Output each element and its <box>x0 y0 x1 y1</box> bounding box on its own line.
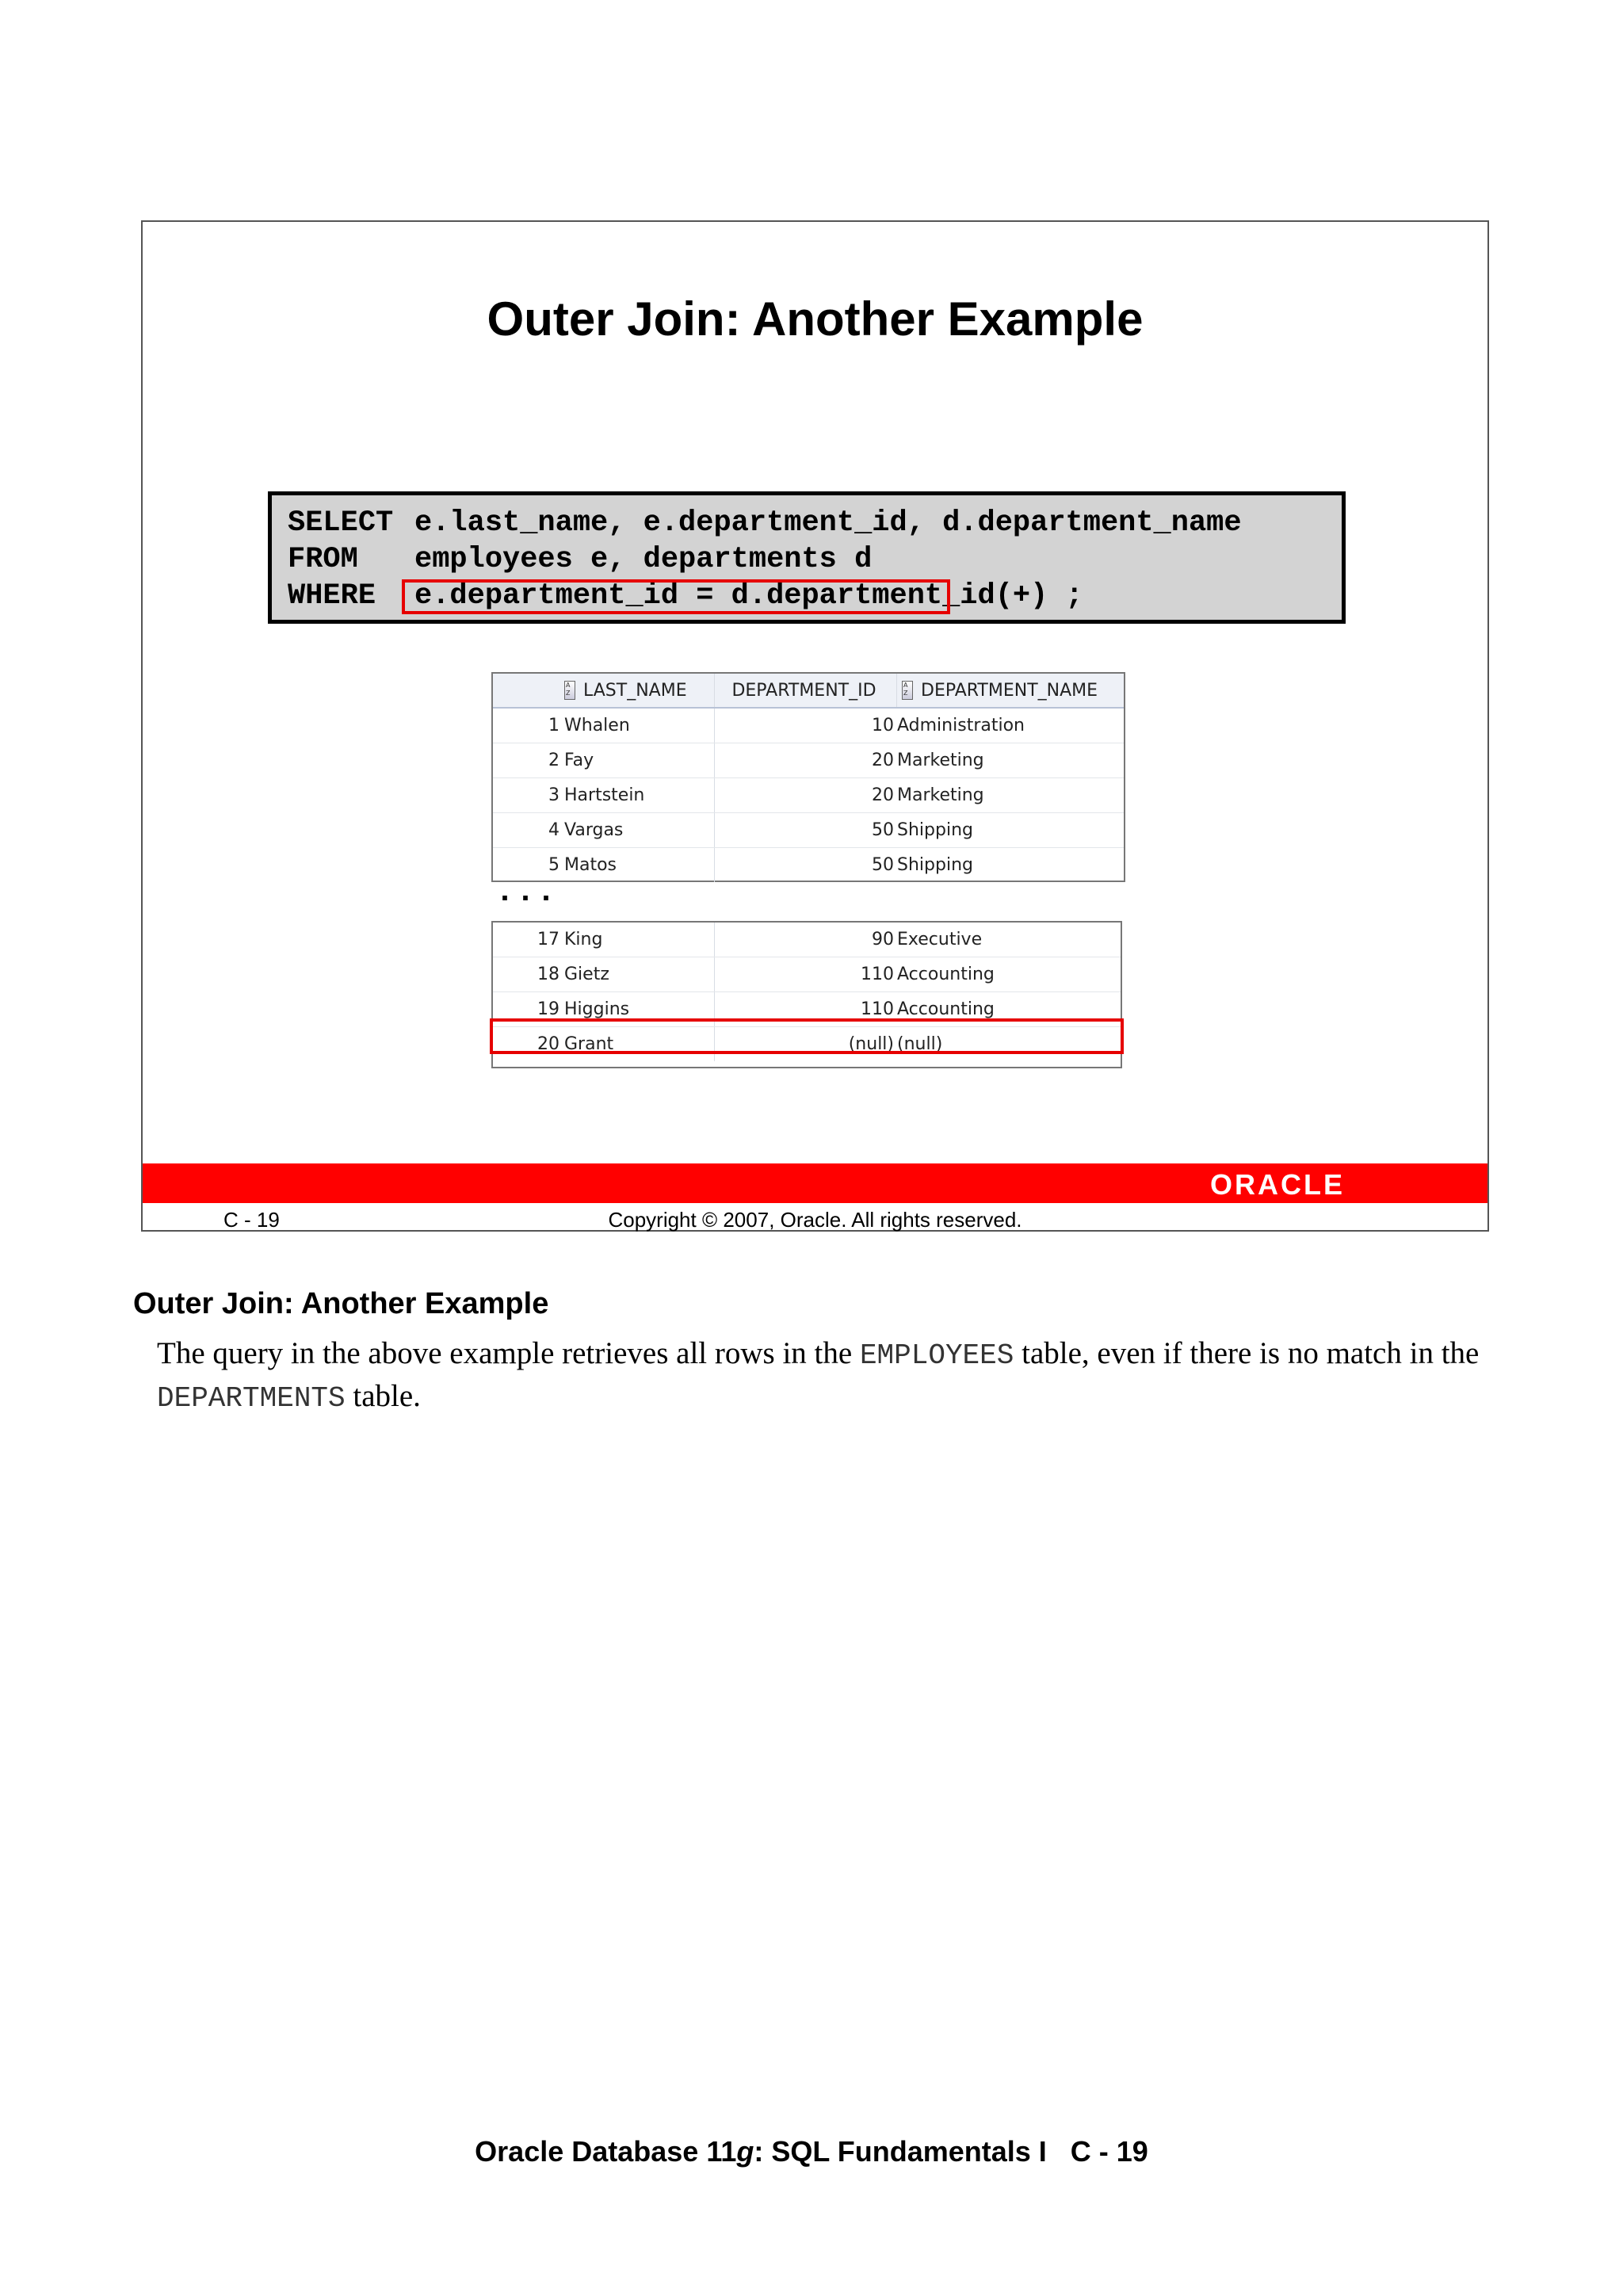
cell-department-name: Marketing <box>897 751 984 770</box>
cell-department-id: 50 <box>872 820 894 840</box>
result-grid-bottom <box>491 921 1122 1068</box>
result-grid-top <box>491 672 1125 882</box>
row-number: 19 <box>537 999 559 1019</box>
cell-last-name: Vargas <box>564 813 715 847</box>
row-number: 1 <box>548 716 559 735</box>
table-row <box>493 743 1124 778</box>
code-text: e.department_id = d.department_id(+) ; <box>414 579 1083 613</box>
cell-department-name: Accounting <box>897 999 995 1019</box>
code-line-select <box>288 505 1342 541</box>
cell-department-id: 90 <box>872 930 894 949</box>
table-row <box>493 957 1121 992</box>
cell-department-id: 110 <box>861 999 894 1019</box>
cell-department-id: 20 <box>872 785 894 805</box>
rows-omitted-ellipsis: ... <box>495 875 558 911</box>
row-number: 18 <box>537 965 559 984</box>
cell-department-id: 50 <box>872 855 894 875</box>
table-name-departments: DEPARTMENTS <box>157 1382 346 1415</box>
code-line-from <box>288 541 1342 578</box>
cell-department-name: Administration <box>897 716 1025 735</box>
cell-last-name: Hartstein <box>564 778 715 812</box>
table-row <box>493 813 1124 848</box>
cell-last-name: Fay <box>564 743 715 777</box>
table-row <box>493 923 1121 957</box>
notes-body: The query in the above example retrieves all rows in the EMPLOYEES table, even if there is no match in the DEPARTMENTS table. <box>157 1336 1480 1415</box>
sql-code-box <box>268 491 1346 624</box>
notes-heading: Outer Join: Another Example <box>133 1287 549 1320</box>
oracle-logo: ORACLE <box>1210 1168 1345 1201</box>
row-number: 4 <box>548 820 559 840</box>
cell-department-id: 10 <box>872 716 894 735</box>
cell-last-name: Gietz <box>564 957 715 991</box>
cell-department-id: (null) <box>848 1034 894 1054</box>
cell-department-name: Marketing <box>897 785 984 805</box>
cell-last-name: King <box>564 923 715 957</box>
row-number: 17 <box>537 930 559 949</box>
table-row <box>493 709 1124 743</box>
cell-last-name: Grant <box>564 1027 715 1061</box>
cell-department-name: (null) <box>897 1034 943 1054</box>
table-row <box>493 848 1124 882</box>
join-condition-highlight <box>402 579 950 614</box>
null-row-highlight <box>490 1018 1124 1054</box>
slide-title: Outer Join: Another Example <box>487 292 1144 346</box>
table-row <box>493 778 1124 813</box>
column-header-department-name[interactable]: A Z DEPARTMENT_NAME <box>897 674 1124 707</box>
row-number: 20 <box>537 1034 559 1054</box>
cell-department-name: Shipping <box>897 855 973 875</box>
row-number: 2 <box>548 751 559 770</box>
grid-header <box>493 674 1124 709</box>
code-keyword: SELECT <box>288 506 394 540</box>
page-footer: Oracle Database 11g: SQL Fundamentals I C - 19 <box>475 2135 1148 2168</box>
code-text: e.last_name, e.department_id, d.department_name <box>414 506 1242 540</box>
column-header-last-name[interactable]: A Z LAST_NAME <box>564 674 715 707</box>
sort-icon[interactable] <box>902 681 913 700</box>
slide-number: C - 19 <box>223 1208 280 1232</box>
cell-department-name: Executive <box>897 930 983 949</box>
cell-department-name: Shipping <box>897 820 973 840</box>
cell-last-name: Matos <box>564 848 715 882</box>
cell-department-id: 110 <box>861 965 894 984</box>
row-number: 3 <box>548 785 559 805</box>
code-keyword: FROM <box>288 543 358 576</box>
code-keyword: WHERE <box>288 579 376 613</box>
cell-department-id: 20 <box>872 751 894 770</box>
cell-department-name: Accounting <box>897 965 995 984</box>
slide <box>141 220 1489 1232</box>
table-name-employees: EMPLOYEES <box>859 1339 1014 1372</box>
copyright: Copyright © 2007, Oracle. All rights reserved. <box>608 1208 1022 1232</box>
cell-last-name: Whalen <box>564 709 715 743</box>
row-number: 5 <box>548 855 559 875</box>
column-header-department-id[interactable]: DEPARTMENT_ID <box>715 674 897 707</box>
cell-last-name: Higgins <box>564 992 715 1026</box>
sort-icon[interactable] <box>564 681 575 700</box>
code-text: employees e, departments d <box>414 543 873 576</box>
